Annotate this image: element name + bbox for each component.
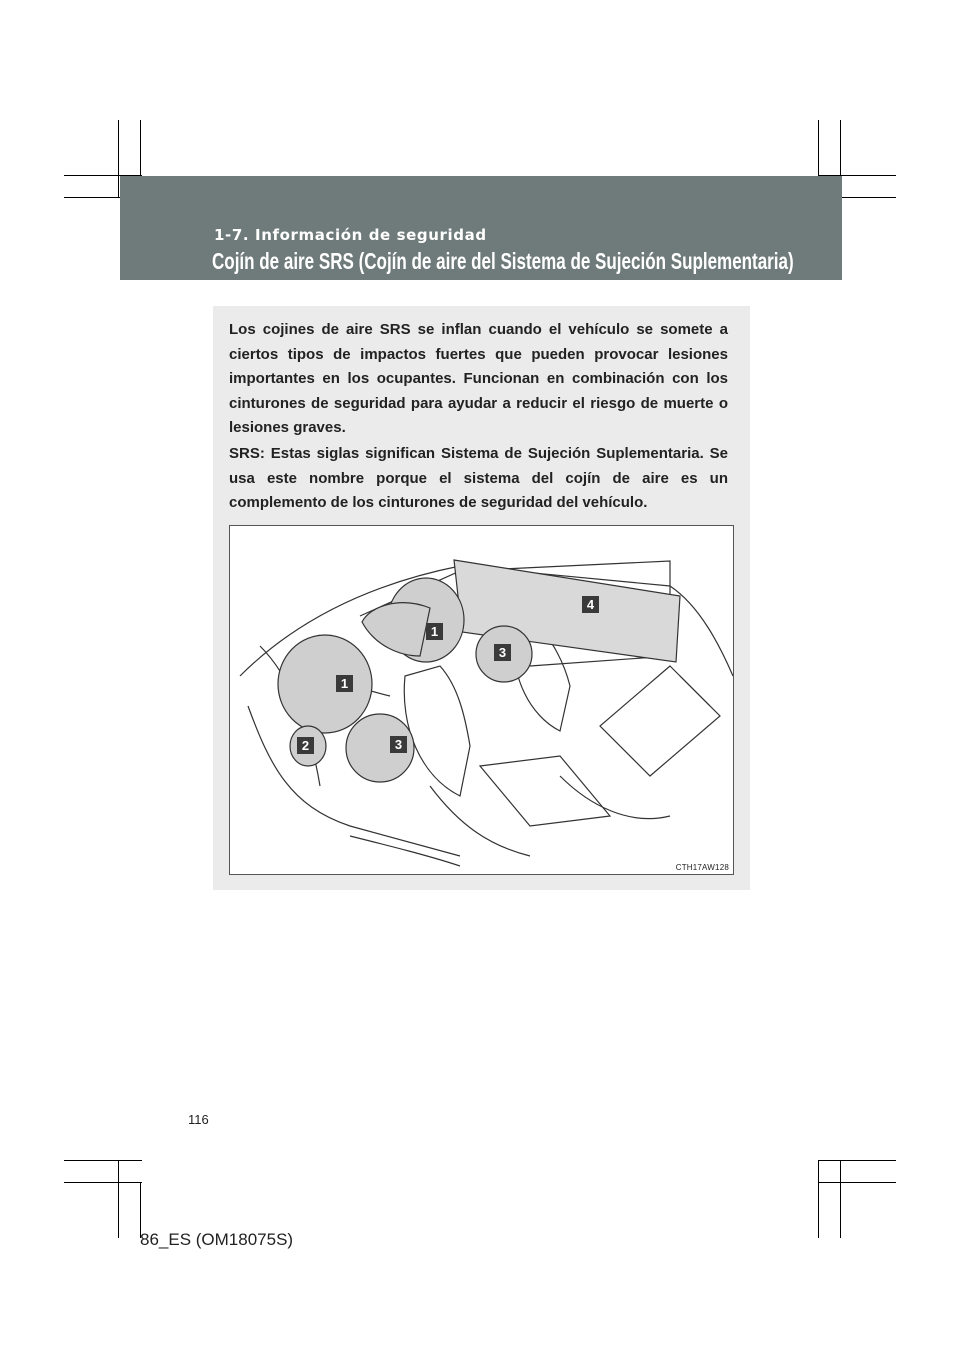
callout-2: 2 [297, 737, 314, 754]
crop-mark [818, 1160, 896, 1161]
callout-1: 1 [336, 675, 353, 692]
page-title: Cojín de aire SRS (Cojín de aire del Sistema de Sujeción Suplementaria) [212, 248, 794, 274]
callout-4: 4 [582, 596, 599, 613]
crop-mark [818, 1182, 896, 1183]
airbag-illustration [229, 525, 734, 875]
callout-3: 3 [390, 736, 407, 753]
crop-mark [118, 120, 119, 198]
document-code: 86_ES (OM18075S) [140, 1230, 294, 1249]
crop-mark [818, 1160, 819, 1238]
crop-mark [118, 1160, 119, 1238]
callout-1: 1 [426, 623, 443, 640]
figure-code: CTH17AW128 [675, 863, 729, 872]
crop-mark [840, 1160, 841, 1238]
intro-paragraph: Los cojines de aire SRS se inflan cuando el vehículo se somete a ciertos tipos de impactos fuertes que pueden provocar lesiones importantes en los ocupantes. Funcionan en combinación con los cinturones de seguridad para ayudar a reducir el riesgo de muerte o lesiones graves. [229, 321, 728, 436]
crop-mark [64, 1160, 142, 1161]
page-header [120, 176, 842, 280]
content-box [213, 306, 750, 890]
intro-paragraph-srs: SRS: Estas siglas significan Sistema de Sujeción Suplementaria. Se usa este nombre porque el sistema del cojín de aire es un complemento de los cinturones de seguridad del vehículo. [229, 445, 728, 511]
page-number: 116 [188, 1112, 209, 1127]
crop-mark [64, 1182, 142, 1183]
callout-3: 3 [494, 644, 511, 661]
vehicle-interior-drawing [230, 526, 733, 874]
section-label: 1-7. Información de seguridad [214, 226, 487, 244]
